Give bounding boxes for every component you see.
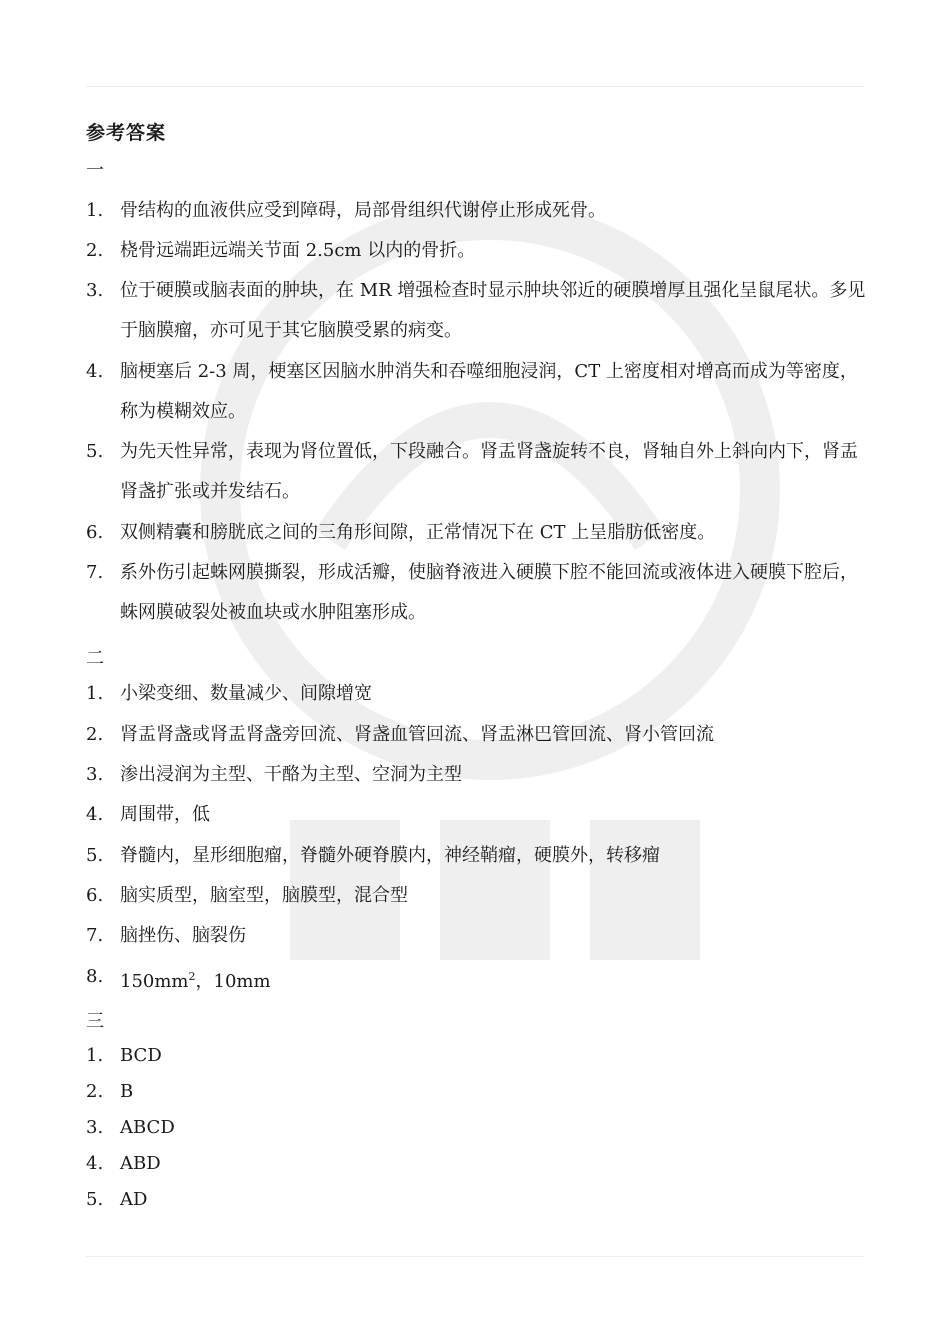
item-number: 4. (86, 1153, 104, 1174)
list-item (86, 755, 866, 795)
list-item (86, 513, 866, 553)
list-item (86, 836, 866, 876)
page-title: 参考答案 (86, 122, 167, 144)
list-item (86, 1074, 866, 1110)
item-text: ABCD (120, 1117, 175, 1138)
section-label-3: 三 (86, 1011, 104, 1032)
bottom-divider (86, 1256, 864, 1257)
item-number: 3. (86, 764, 104, 785)
list-item (86, 432, 866, 512)
list-item (86, 1038, 866, 1074)
item-text: 骨结构的血液供应受到障碍，局部骨组织代谢停止形成死骨。 (120, 200, 606, 221)
item-text: 脑实质型，脑室型，脑膜型，混合型 (120, 885, 408, 906)
item-number: 2. (86, 1081, 104, 1102)
top-divider (86, 86, 864, 87)
list-item (86, 553, 866, 633)
item-text-value: 150mm (120, 971, 189, 992)
item-text: 位于硬膜或脑表面的肿块，在 MR 增强检查时显示肿块邻近的硬膜增厚且强化呈鼠尾状。多见于脑膜瘤，亦可见于其它脑膜受累的病变。 (120, 280, 866, 341)
item-text: BCD (120, 1045, 162, 1066)
section-label-1: 一 (86, 160, 104, 181)
item-number: 5. (86, 441, 104, 462)
item-number: 2. (86, 724, 104, 745)
item-text: B (120, 1081, 134, 1102)
item-number: 8. (86, 966, 104, 987)
item-number: 6. (86, 522, 104, 543)
item-number: 6. (86, 885, 104, 906)
list-item (86, 876, 866, 916)
superscript: 2 (188, 970, 196, 983)
list-item (86, 352, 866, 432)
item-number: 5. (86, 845, 104, 866)
item-number: 3. (86, 280, 104, 301)
list-item (86, 957, 866, 1002)
item-text: 脑梗塞后 2-3 周，梗塞区因脑水肿消失和吞噬细胞浸润，CT 上密度相对增高而成为等密度，称为模糊效应。 (120, 361, 858, 422)
item-number: 3. (86, 1117, 104, 1138)
list-item (86, 916, 866, 956)
list-item (86, 715, 866, 755)
list-item (86, 674, 866, 714)
list-item (86, 231, 866, 271)
item-text: 脊髓内，星形细胞瘤，脊髓外硬脊膜内，神经鞘瘤，硬膜外，转移瘤 (120, 845, 660, 866)
item-number: 7. (86, 562, 104, 583)
item-number: 5. (86, 1189, 104, 1210)
list-item (86, 1146, 866, 1182)
item-number: 1. (86, 200, 104, 221)
list-item (86, 1182, 866, 1218)
item-text: ABD (120, 1153, 161, 1174)
list-item (86, 1110, 866, 1146)
item-text: 脑挫伤、脑裂伤 (120, 925, 246, 946)
item-number: 4. (86, 361, 104, 382)
item-text: 肾盂肾盏或肾盂肾盏旁回流、肾盏血管回流、肾盂淋巴管回流、肾小管回流 (120, 724, 714, 745)
item-number: 1. (86, 1045, 104, 1066)
section-label-2: 二 (86, 648, 104, 669)
list-item (86, 191, 866, 231)
item-text: AD (120, 1189, 148, 1210)
item-text: 小梁变细、数量减少、间隙增宽 (120, 683, 372, 704)
item-text (120, 957, 866, 1002)
item-text: 桡骨远端距远端关节面 2.5cm 以内的骨折。 (120, 240, 476, 261)
item-text: 系外伤引起蛛网膜撕裂，形成活瓣，使脑脊液进入硬膜下腔不能回流或液体进入硬膜下腔后，蛛网膜破裂处被血块或水肿阻塞形成。 (120, 562, 858, 623)
item-text-suffix: ，10mm (195, 971, 271, 992)
item-text: 为先天性异常，表现为肾位置低，下段融合。肾盂肾盏旋转不良，肾轴自外上斜向内下，肾盂肾盏扩张或并发结石。 (120, 441, 858, 502)
list-item (86, 795, 866, 835)
item-text: 渗出浸润为主型、干酪为主型、空洞为主型 (120, 764, 462, 785)
item-text: 双侧精囊和膀胱底之间的三角形间隙，正常情况下在 CT 上呈脂肪低密度。 (120, 522, 716, 543)
item-number: 1. (86, 683, 104, 704)
item-number: 4. (86, 804, 104, 825)
item-number: 7. (86, 925, 104, 946)
item-text: 周围带，低 (120, 804, 210, 825)
item-number: 2. (86, 240, 104, 261)
list-item (86, 271, 866, 351)
